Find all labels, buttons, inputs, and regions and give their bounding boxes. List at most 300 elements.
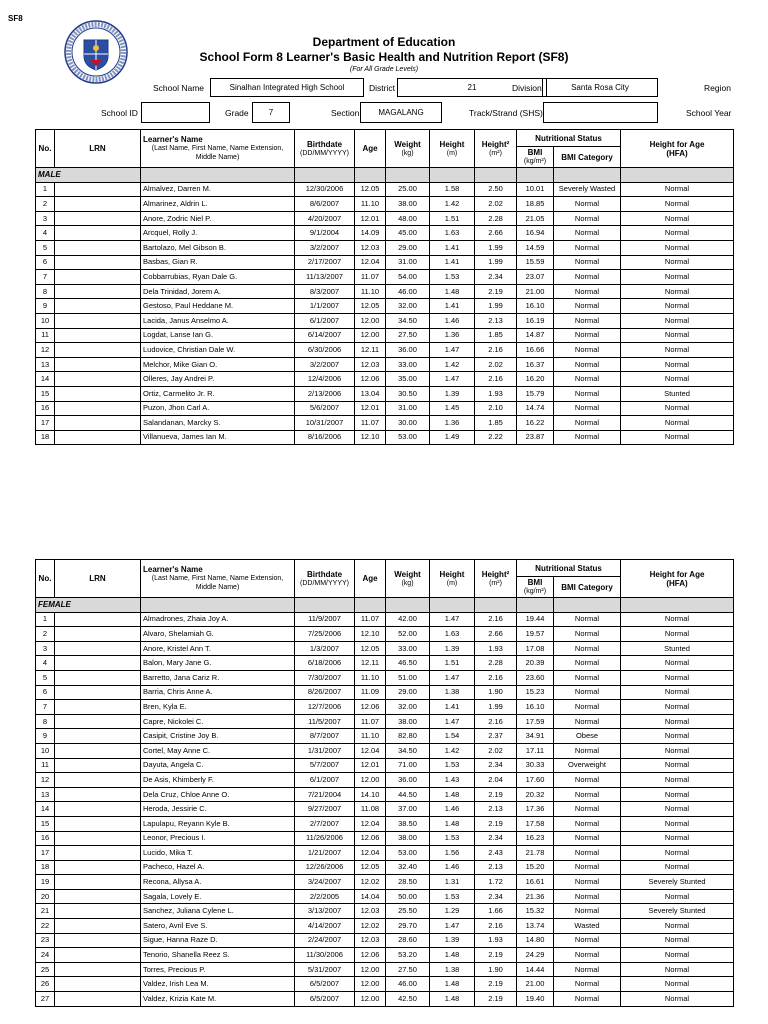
section-label: Section (331, 108, 360, 118)
school-id-field[interactable] (141, 102, 210, 123)
age-cell: 12.06 (355, 948, 386, 963)
age-cell: 11.10 (355, 729, 386, 744)
learner-name: Tenorio, Shanella Reez S. (141, 948, 295, 963)
col-name-sub: (Last Name, First Name, Name Extension, Middle Name) (151, 575, 284, 591)
row-number: 8 (36, 714, 55, 729)
table-row (36, 343, 734, 358)
grade-field[interactable]: 7 (252, 102, 290, 123)
col-birthdate-sub: (DD/MM/YYYY) (300, 149, 349, 157)
row-number: 20 (36, 889, 55, 904)
learner-name: Satero, Avril Eve S. (141, 919, 295, 934)
table-row (36, 240, 734, 255)
learner-name: Almalvez, Darren M. (141, 182, 295, 197)
hfa-cell: Normal (621, 948, 734, 963)
col-bmi-title: BMI (527, 578, 543, 587)
learner-name: Cobbarrubias, Ryan Dale G. (141, 270, 295, 285)
bmi-cell: 16.10 (517, 299, 554, 314)
weight-cell: 38.50 (386, 816, 430, 831)
learner-name: Leonor, Precious I. (141, 831, 295, 846)
learner-name: Basbas, Gian R. (141, 255, 295, 270)
height-cell: 1.41 (430, 255, 475, 270)
row-lrn (55, 700, 141, 715)
birthdate-cell: 8/16/2006 (295, 430, 355, 445)
section-field[interactable]: MAGALANG (360, 102, 442, 123)
birthdate-cell: 8/26/2007 (295, 685, 355, 700)
bmi-cell: 30.33 (517, 758, 554, 773)
col-bmi (517, 147, 554, 168)
bmi-category-cell: Normal (554, 700, 621, 715)
hfa-cell: Normal (621, 255, 734, 270)
col-height-sub: (m) (446, 579, 458, 587)
age-cell: 11.10 (355, 284, 386, 299)
hfa-cell: Normal (621, 270, 734, 285)
birthdate-cell: 3/2/2007 (295, 240, 355, 255)
row-number: 7 (36, 270, 55, 285)
hfa-cell: Normal (621, 343, 734, 358)
height2-cell: 1.99 (475, 240, 517, 255)
col-name-title: Learner's Name (143, 135, 203, 144)
bmi-category-cell: Overweight (554, 758, 621, 773)
table-row (36, 641, 734, 656)
bmi-cell: 20.32 (517, 787, 554, 802)
row-lrn (55, 714, 141, 729)
height2-cell: 2.43 (475, 846, 517, 861)
age-cell: 12.10 (355, 627, 386, 642)
age-cell: 12.05 (355, 860, 386, 875)
height-cell: 1.49 (430, 430, 475, 445)
row-number: 12 (36, 773, 55, 788)
height-cell: 1.56 (430, 846, 475, 861)
form-title: School Form 8 Learner's Basic Health and Nutrition Report (SF8) (199, 50, 569, 64)
bmi-cell: 21.00 (517, 977, 554, 992)
section-label-male: MALE (36, 168, 141, 183)
table-row (36, 255, 734, 270)
col-bmi (517, 577, 554, 598)
col-bmi-category: BMI Category (554, 577, 621, 598)
height-cell: 1.53 (430, 270, 475, 285)
hfa-cell: Severely Stunted (621, 875, 734, 890)
birthdate-cell: 6/5/2007 (295, 977, 355, 992)
col-hfa-title: Height for Age (649, 139, 705, 149)
height2-cell: 2.19 (475, 992, 517, 1007)
bmi-cell: 19.40 (517, 992, 554, 1007)
learner-name: Ludovice, Christian Dale W. (141, 343, 295, 358)
row-number: 19 (36, 875, 55, 890)
weight-cell: 32.00 (386, 299, 430, 314)
bmi-cell: 17.59 (517, 714, 554, 729)
height-cell: 1.63 (430, 226, 475, 241)
row-lrn (55, 430, 141, 445)
table-row (36, 270, 734, 285)
weight-cell: 33.00 (386, 357, 430, 372)
department-title: Department of Education (312, 35, 456, 49)
height-cell: 1.48 (430, 992, 475, 1007)
col-weight (386, 560, 430, 598)
learner-name: Balon, Mary Jane G. (141, 656, 295, 671)
age-cell: 12.03 (355, 240, 386, 255)
weight-cell: 50.00 (386, 889, 430, 904)
height-cell: 1.41 (430, 700, 475, 715)
weight-cell: 38.00 (386, 714, 430, 729)
birthdate-cell: 6/5/2007 (295, 992, 355, 1007)
height-cell: 1.42 (430, 357, 475, 372)
row-lrn (55, 372, 141, 387)
weight-cell: 32.00 (386, 700, 430, 715)
col-hfa (621, 130, 734, 168)
weight-cell: 30.00 (386, 416, 430, 431)
bmi-category-cell: Normal (554, 226, 621, 241)
hfa-cell: Normal (621, 685, 734, 700)
col-birthdate-title: Birthdate (306, 139, 343, 149)
weight-cell: 82.80 (386, 729, 430, 744)
height-cell: 1.47 (430, 714, 475, 729)
bmi-category-cell: Normal (554, 846, 621, 861)
height2-cell: 2.28 (475, 211, 517, 226)
col-no: No. (36, 560, 55, 598)
table-row (36, 226, 734, 241)
bmi-category-cell: Normal (554, 714, 621, 729)
weight-cell: 38.00 (386, 831, 430, 846)
age-cell: 11.09 (355, 685, 386, 700)
bmi-cell: 14.44 (517, 962, 554, 977)
learner-name: Bartolazo, Mel Gibson B. (141, 240, 295, 255)
bmi-cell: 13.74 (517, 919, 554, 934)
track-field[interactable] (543, 102, 658, 123)
birthdate-cell: 2/24/2007 (295, 933, 355, 948)
col-lrn: LRN (55, 560, 141, 598)
table-row (36, 386, 734, 401)
hfa-cell: Normal (621, 992, 734, 1007)
hfa-cell: Normal (621, 670, 734, 685)
table-row (36, 802, 734, 817)
weight-cell: 46.00 (386, 284, 430, 299)
row-lrn (55, 612, 141, 627)
hfa-cell: Stunted (621, 641, 734, 656)
bmi-cell: 16.23 (517, 831, 554, 846)
height2-cell: 2.02 (475, 197, 517, 212)
table-row (36, 612, 734, 627)
table-row (36, 860, 734, 875)
col-lrn: LRN (55, 130, 141, 168)
learner-name: Lucido, Mika T. (141, 846, 295, 861)
hfa-cell: Normal (621, 197, 734, 212)
hfa-cell: Normal (621, 846, 734, 861)
birthdate-cell: 11/13/2007 (295, 270, 355, 285)
bmi-category-cell: Normal (554, 831, 621, 846)
row-number: 23 (36, 933, 55, 948)
hfa-cell: Normal (621, 656, 734, 671)
height-cell: 1.38 (430, 685, 475, 700)
row-number: 14 (36, 802, 55, 817)
bmi-category-cell: Severely Wasted (554, 182, 621, 197)
age-cell: 12.05 (355, 299, 386, 314)
table-row (36, 977, 734, 992)
col-weight-title: Weight (394, 569, 421, 579)
bmi-cell: 21.05 (517, 211, 554, 226)
height-cell: 1.46 (430, 860, 475, 875)
row-number: 2 (36, 627, 55, 642)
height-cell: 1.53 (430, 758, 475, 773)
birthdate-cell: 12/7/2006 (295, 700, 355, 715)
bmi-cell: 16.19 (517, 313, 554, 328)
age-cell: 11.07 (355, 714, 386, 729)
birthdate-cell: 4/20/2007 (295, 211, 355, 226)
col-age: Age (355, 560, 386, 598)
birthdate-cell: 1/31/2007 (295, 743, 355, 758)
learner-name: Anore, Zodric Niel P. (141, 211, 295, 226)
height2-cell: 2.19 (475, 284, 517, 299)
row-lrn (55, 357, 141, 372)
hfa-cell: Normal (621, 787, 734, 802)
height2-cell: 2.34 (475, 889, 517, 904)
height2-cell: 2.13 (475, 802, 517, 817)
height2-cell: 2.16 (475, 612, 517, 627)
age-cell: 12.03 (355, 357, 386, 372)
height-cell: 1.47 (430, 612, 475, 627)
bmi-category-cell: Normal (554, 685, 621, 700)
bmi-category-cell: Normal (554, 197, 621, 212)
hfa-cell: Normal (621, 401, 734, 416)
col-height2-sub: (m²) (489, 149, 502, 157)
table-row (36, 933, 734, 948)
bmi-category-cell: Normal (554, 933, 621, 948)
age-cell: 14.04 (355, 889, 386, 904)
height-cell: 1.43 (430, 773, 475, 788)
division-field[interactable]: Santa Rosa City (542, 78, 658, 97)
age-cell: 13.04 (355, 386, 386, 401)
birthdate-cell: 5/31/2007 (295, 962, 355, 977)
learner-name: Alvaro, Shelamiah G. (141, 627, 295, 642)
weight-cell: 34.50 (386, 313, 430, 328)
table-row (36, 313, 734, 328)
col-nutritional-status: Nutritional Status (517, 560, 621, 577)
bmi-category-cell: Normal (554, 802, 621, 817)
height2-cell: 2.50 (475, 182, 517, 197)
row-lrn (55, 670, 141, 685)
table-row (36, 357, 734, 372)
age-cell: 12.01 (355, 758, 386, 773)
weight-cell: 30.50 (386, 386, 430, 401)
height2-cell: 1.66 (475, 904, 517, 919)
age-cell: 12.11 (355, 343, 386, 358)
school-name-field[interactable]: Sinalhan Integrated High School (210, 78, 364, 97)
table-row (36, 846, 734, 861)
birthdate-cell: 7/30/2007 (295, 670, 355, 685)
birthdate-cell: 2/2/2005 (295, 889, 355, 904)
height-cell: 1.36 (430, 328, 475, 343)
age-cell: 12.02 (355, 919, 386, 934)
hfa-cell: Normal (621, 430, 734, 445)
row-number: 18 (36, 430, 55, 445)
bmi-category-cell: Normal (554, 284, 621, 299)
learner-name: Arcquel, Rolly J. (141, 226, 295, 241)
height2-cell: 2.16 (475, 372, 517, 387)
table-row (36, 875, 734, 890)
height-cell: 1.29 (430, 904, 475, 919)
weight-cell: 25.00 (386, 182, 430, 197)
col-height2-title: Height² (481, 139, 510, 149)
table-row (36, 904, 734, 919)
hfa-cell: Normal (621, 416, 734, 431)
bmi-category-cell: Normal (554, 240, 621, 255)
height2-cell: 2.22 (475, 430, 517, 445)
height2-cell: 2.37 (475, 729, 517, 744)
bmi-cell: 14.59 (517, 240, 554, 255)
age-cell: 12.04 (355, 255, 386, 270)
bmi-cell: 14.87 (517, 328, 554, 343)
weight-cell: 33.00 (386, 641, 430, 656)
bmi-cell: 17.58 (517, 816, 554, 831)
row-lrn (55, 977, 141, 992)
table-row (36, 729, 734, 744)
hfa-cell: Normal (621, 182, 734, 197)
height-cell: 1.39 (430, 933, 475, 948)
col-height2-title: Height² (481, 569, 510, 579)
hfa-cell: Normal (621, 831, 734, 846)
height2-cell: 1.72 (475, 875, 517, 890)
age-cell: 11.10 (355, 197, 386, 212)
birthdate-cell: 6/1/2007 (295, 313, 355, 328)
weight-cell: 34.50 (386, 743, 430, 758)
row-lrn (55, 773, 141, 788)
birthdate-cell: 2/17/2007 (295, 255, 355, 270)
bmi-cell: 16.37 (517, 357, 554, 372)
bmi-category-cell: Normal (554, 743, 621, 758)
row-lrn (55, 758, 141, 773)
row-lrn (55, 641, 141, 656)
height-cell: 1.48 (430, 787, 475, 802)
bmi-cell: 16.22 (517, 416, 554, 431)
row-number: 4 (36, 656, 55, 671)
row-number: 27 (36, 992, 55, 1007)
learner-name: Valdez, Krizia Kate M. (141, 992, 295, 1007)
bmi-cell: 21.00 (517, 284, 554, 299)
age-cell: 12.00 (355, 773, 386, 788)
row-number: 26 (36, 977, 55, 992)
birthdate-cell: 1/3/2007 (295, 641, 355, 656)
learner-name: Sanchez, Juliana Cylene L. (141, 904, 295, 919)
learner-name: Almarinez, Aldrin L. (141, 197, 295, 212)
height-cell: 1.38 (430, 962, 475, 977)
region-label: Region (704, 83, 731, 93)
birthdate-cell: 3/13/2007 (295, 904, 355, 919)
bmi-category-cell: Normal (554, 430, 621, 445)
weight-cell: 35.00 (386, 372, 430, 387)
birthdate-cell: 9/1/2004 (295, 226, 355, 241)
col-name (141, 130, 295, 168)
birthdate-cell: 8/7/2007 (295, 729, 355, 744)
row-number: 24 (36, 948, 55, 963)
bmi-category-cell: Normal (554, 343, 621, 358)
row-lrn (55, 656, 141, 671)
age-cell: 12.11 (355, 656, 386, 671)
learner-name: Recona, Allysa A. (141, 875, 295, 890)
hfa-cell: Normal (621, 627, 734, 642)
bmi-category-cell: Normal (554, 977, 621, 992)
height2-cell: 2.13 (475, 313, 517, 328)
weight-cell: 28.50 (386, 875, 430, 890)
col-height-sub: (m) (446, 149, 458, 157)
row-lrn (55, 328, 141, 343)
table-row (36, 700, 734, 715)
hfa-cell: Normal (621, 758, 734, 773)
col-bmi-category: BMI Category (554, 147, 621, 168)
hfa-cell: Normal (621, 977, 734, 992)
hfa-cell: Normal (621, 357, 734, 372)
row-number: 3 (36, 211, 55, 226)
age-cell: 12.00 (355, 328, 386, 343)
table-row (36, 430, 734, 445)
hfa-cell: Normal (621, 612, 734, 627)
row-number: 18 (36, 860, 55, 875)
bmi-cell: 15.20 (517, 860, 554, 875)
learner-name: Ortiz, Carmelito Jr. R. (141, 386, 295, 401)
learner-name: Salandanan, Marcky S. (141, 416, 295, 431)
row-lrn (55, 992, 141, 1007)
hfa-cell: Normal (621, 816, 734, 831)
height-cell: 1.46 (430, 802, 475, 817)
birthdate-cell: 1/21/2007 (295, 846, 355, 861)
row-lrn (55, 197, 141, 212)
hfa-cell: Normal (621, 299, 734, 314)
height2-cell: 2.02 (475, 357, 517, 372)
height-cell: 1.58 (430, 182, 475, 197)
bmi-category-cell: Normal (554, 357, 621, 372)
height-cell: 1.48 (430, 977, 475, 992)
col-height (430, 560, 475, 598)
row-number: 9 (36, 299, 55, 314)
row-lrn (55, 401, 141, 416)
height-cell: 1.47 (430, 343, 475, 358)
birthdate-cell: 8/6/2007 (295, 197, 355, 212)
birthdate-cell: 6/18/2006 (295, 656, 355, 671)
bmi-cell: 16.61 (517, 875, 554, 890)
table-row (36, 182, 734, 197)
col-name (141, 560, 295, 598)
hfa-cell: Normal (621, 211, 734, 226)
birthdate-cell: 5/6/2007 (295, 401, 355, 416)
birthdate-cell: 7/21/2004 (295, 787, 355, 802)
row-lrn (55, 802, 141, 817)
bmi-cell: 17.08 (517, 641, 554, 656)
height2-cell: 1.85 (475, 328, 517, 343)
col-no: No. (36, 130, 55, 168)
birthdate-cell: 6/1/2007 (295, 773, 355, 788)
table-row (36, 284, 734, 299)
row-lrn (55, 299, 141, 314)
col-age: Age (355, 130, 386, 168)
birthdate-cell: 1/1/2007 (295, 299, 355, 314)
bmi-category-cell: Normal (554, 401, 621, 416)
learner-name: De Asis, Khimberly F. (141, 773, 295, 788)
birthdate-cell: 12/30/2006 (295, 182, 355, 197)
height-cell: 1.42 (430, 197, 475, 212)
bmi-category-cell: Normal (554, 948, 621, 963)
age-cell: 12.02 (355, 875, 386, 890)
birthdate-cell: 4/14/2007 (295, 919, 355, 934)
row-lrn (55, 240, 141, 255)
table-row (36, 328, 734, 343)
table-row (36, 992, 734, 1007)
age-cell: 12.06 (355, 700, 386, 715)
row-lrn (55, 729, 141, 744)
hfa-cell: Normal (621, 773, 734, 788)
height-cell: 1.47 (430, 670, 475, 685)
bmi-category-cell: Normal (554, 889, 621, 904)
learner-name: Melchor, Mike Gian O. (141, 357, 295, 372)
district-field[interactable]: 21 (397, 78, 547, 97)
bmi-category-cell: Normal (554, 299, 621, 314)
